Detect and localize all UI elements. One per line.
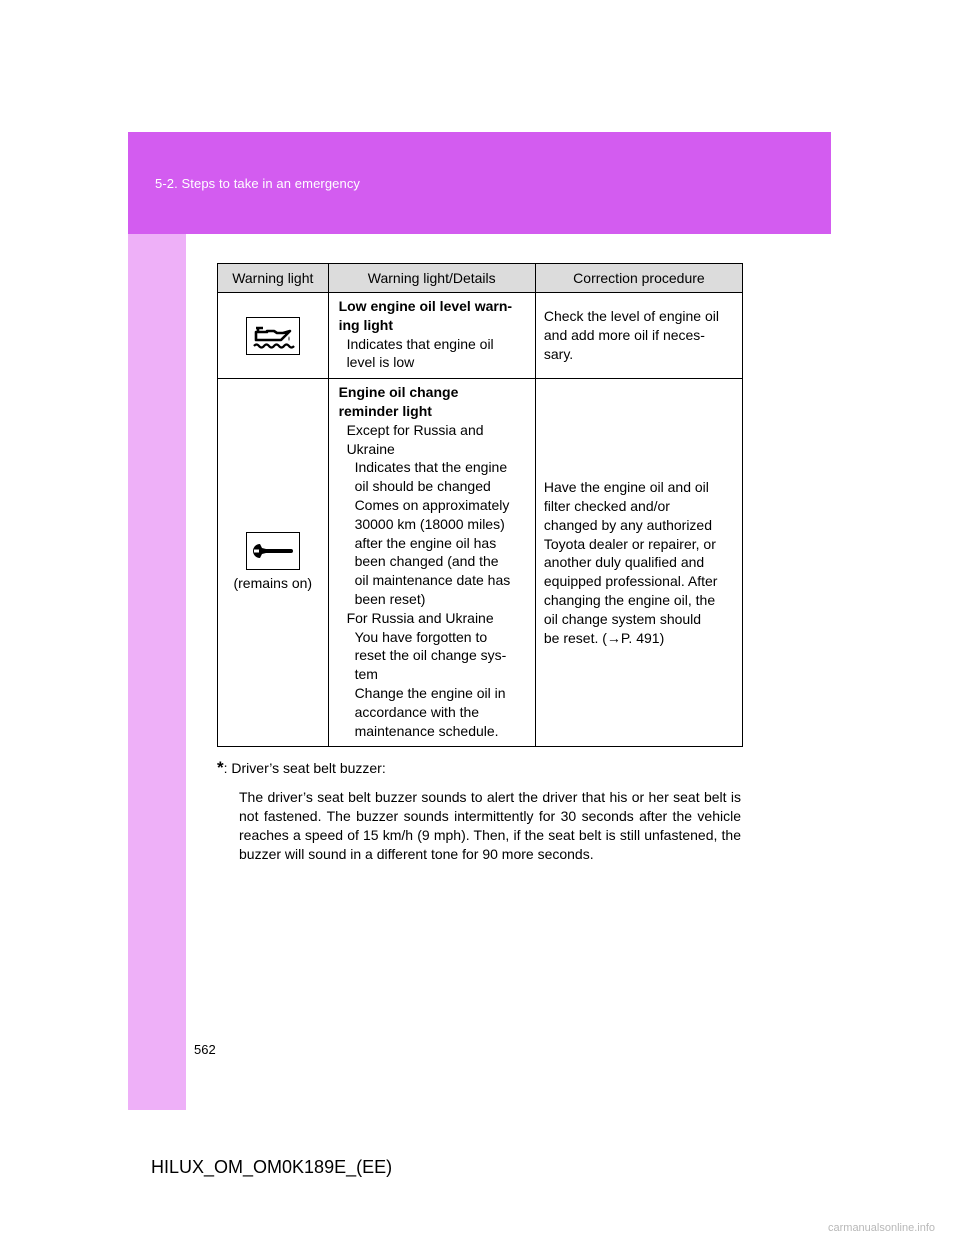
- icon-caption: (remains on): [233, 575, 313, 592]
- procedure-line: oil change system should: [543, 610, 702, 627]
- procedure-line: filter checked and/or: [543, 497, 670, 514]
- engine-oil-level-icon: [246, 317, 300, 355]
- column-header: Correction procedure: [535, 264, 742, 293]
- detail-line: oil maintenance date has: [354, 572, 511, 589]
- side-tab-strip: [128, 234, 186, 1110]
- footnote-heading-text: : Driver’s seat belt buzzer:: [223, 760, 386, 776]
- procedure-line: another duly qualified and: [543, 554, 705, 571]
- column-header: Warning light: [218, 264, 329, 293]
- document-code: HILUX_OM_OM0K189E_(EE): [151, 1157, 393, 1177]
- details-cell: [328, 379, 535, 747]
- detail-line: accordance with the: [354, 703, 480, 720]
- watermark: carmanualsonline.info: [828, 1222, 936, 1234]
- footnote-body: The driver’s seat belt buzzer sounds to alert the driver that his or her seat belt is not fastened. The buzzer sounds intermittently for 30 seconds after the vehicle reaches a speed of 15 km/h (9 mph). Then, if the seat belt is still unfastened, the buzzer will sound in a different tone for 90 more seconds.: [239, 789, 741, 862]
- region-label: Except for Russia and: [346, 421, 484, 438]
- detail-line: been changed (and the: [354, 553, 499, 570]
- warning-light-name: reminder light: [338, 402, 432, 419]
- detail-line: Change the engine oil in: [354, 684, 506, 701]
- procedure-line: sary.: [543, 345, 574, 362]
- procedure-cell: [535, 293, 742, 379]
- region-label: Ukraine: [346, 440, 395, 457]
- detail-line: reset the oil change sys-: [354, 647, 507, 664]
- footnote-heading: [217, 758, 741, 778]
- procedure-line: changed by any authorized: [543, 516, 712, 533]
- table-row: [218, 379, 743, 747]
- region-label: For Russia and Ukraine: [346, 609, 494, 626]
- detail-line: You have forgotten to: [354, 628, 488, 645]
- procedure-line: changing the engine oil, the: [543, 591, 716, 608]
- icon-cell: [218, 293, 329, 379]
- footnote: [217, 758, 741, 864]
- detail-line: tem: [354, 666, 378, 683]
- table-row: [218, 293, 743, 379]
- procedure-line: be reset. (→P. 491): [543, 629, 665, 646]
- section-title: 5-2. Steps to take in an emergency: [155, 176, 361, 191]
- procedure-line: Toyota dealer or repairer, or: [543, 535, 716, 552]
- warning-light-name: Engine oil change: [338, 384, 459, 401]
- page-number: 562: [194, 1042, 216, 1057]
- warning-light-name: ing light: [338, 316, 393, 333]
- procedure-line: Have the engine oil and oil: [543, 479, 709, 496]
- warning-light-name: Low engine oil level warn-: [338, 298, 513, 314]
- detail-line: level is low: [346, 354, 415, 371]
- detail-line: 30000 km (18000 miles): [354, 515, 505, 532]
- detail-line: after the engine oil has: [354, 534, 497, 551]
- procedure-line: and add more oil if neces-: [543, 326, 705, 343]
- details-cell: [328, 293, 535, 379]
- icon-cell: [218, 379, 329, 747]
- warning-light-table: [217, 263, 743, 747]
- procedure-cell: [535, 379, 742, 747]
- table-header-row: [218, 264, 743, 293]
- procedure-line: Check the level of engine oil: [543, 308, 719, 324]
- detail-line: been reset): [354, 590, 426, 607]
- wrench-icon: [246, 532, 300, 570]
- procedure-line: equipped professional. After: [543, 573, 718, 590]
- detail-line: Indicates that engine oil: [346, 335, 494, 352]
- detail-line: Comes on approximately: [354, 496, 510, 513]
- footnote-marker: *: [217, 758, 224, 777]
- detail-line: Indicates that the engine: [354, 459, 508, 476]
- detail-line: maintenance schedule.: [354, 722, 499, 739]
- column-header: Warning light/Details: [328, 264, 535, 293]
- detail-line: oil should be changed: [354, 478, 491, 495]
